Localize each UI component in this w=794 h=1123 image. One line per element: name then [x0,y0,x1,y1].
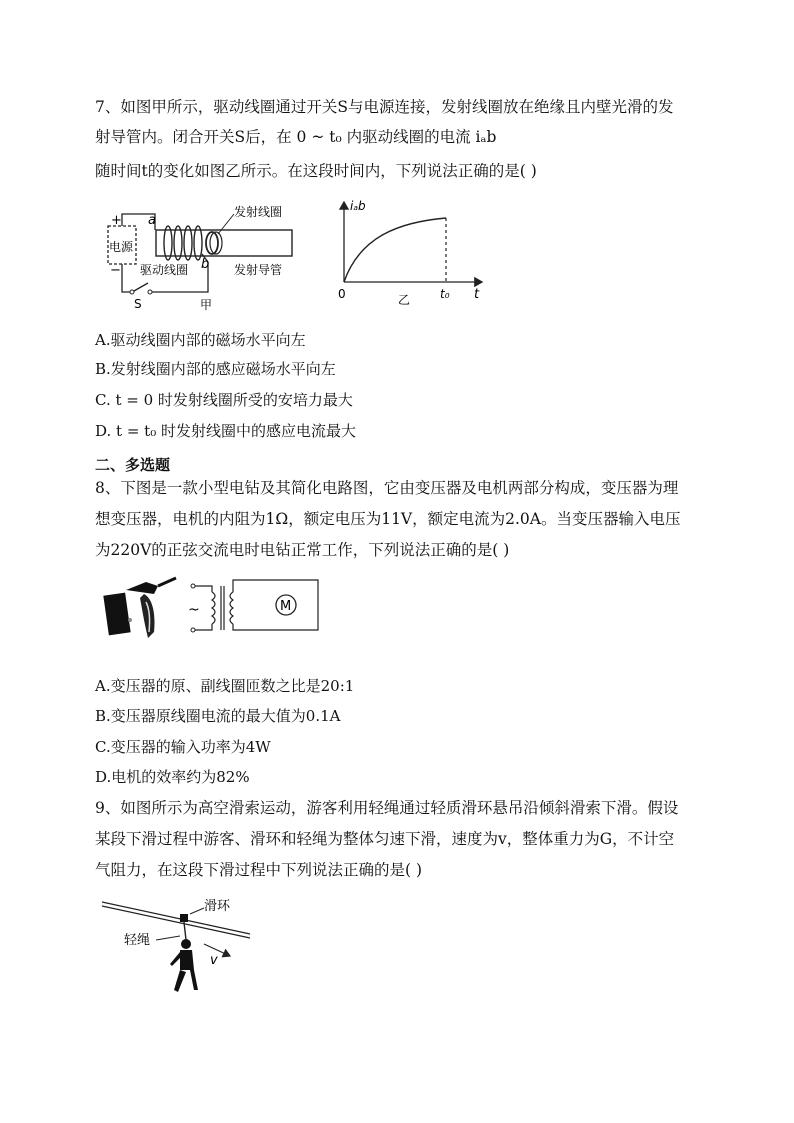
q7-option-b: B.发射线圈内部的感应磁场水平向左 [95,360,336,378]
q8-option-c: C.变压器的输入功率为4W [95,738,271,756]
q9-text-line-2: 某段下滑过程中游客、滑环和轻绳为整体匀速下滑，速度为v，整体重力为G，不计空 [95,830,675,848]
q7-figure-jia [100,196,300,311]
power-plus: + [111,213,122,228]
drive-coil [164,226,202,260]
switch-label: S [134,297,142,311]
q9-text-line-3: 气阻力，在这段下滑过程中下列说法正确的是( ) [95,861,423,879]
q8-text-line-1: 8、下图是一款小型电钻及其简化电路图，它由变压器及电机两部分构成，变压器为理 [95,479,679,497]
x-axis-label: t [474,287,480,302]
q8-option-a: A.变压器的原、副线圈匝数之比是20:1 [95,677,355,695]
q8-text-line-3: 为220V的正弦交流电时电钻正常工作，下列说法正确的是( ) [95,541,510,559]
q7-text-line-2: 射导管内。闭合开关S后，在 0 ~ t₀ 内驱动线圈的电流 iₐb [95,128,497,146]
caption-yi: 乙 [398,293,411,307]
ac-source-symbol: ~ [188,602,200,618]
origin-label: 0 [338,287,346,301]
launch-tube [156,230,292,256]
q9-figure [100,892,260,1002]
q8-text-line-2: 想变压器，电机的内阻为1Ω，额定电压为11V，额定电流为2.0A。当变压器输入电压 [95,510,681,528]
q9-text-line-1: 9、如图所示为高空滑索运动，游客利用轻绳通过轻质滑环悬吊沿倾斜滑索下滑。假设 [95,799,679,817]
t0-label: t₀ [440,287,450,301]
tourist-figure [170,939,198,992]
primary-coil [212,592,215,624]
q8-figure [100,572,330,644]
slide-ring [180,914,188,922]
q8-option-b: B.变压器原线圈电流的最大值为0.1A [95,707,341,725]
launch-coil-label: 发射线圈 [234,205,283,219]
q7-text-line-1: 7、如图甲所示，驱动线圈通过开关S与电源连接，发射线圈放在绝缘且内壁光滑的发 [95,98,674,116]
q7-option-c: C. t = 0 时发射线圈所受的安培力最大 [95,391,353,409]
drill-image [103,578,176,638]
q8-option-d: D.电机的效率约为82% [95,768,250,786]
motor-label: M [280,599,292,614]
q7-option-a: A.驱动线圈内部的磁场水平向左 [95,331,306,349]
current-curve [344,218,446,282]
caption-jia: 甲 [200,298,213,311]
q7-option-d: D. t = t₀ 时发射线圈中的感应电流最大 [95,422,356,440]
secondary-coil [230,592,233,624]
q7-figure-yi [330,196,490,311]
drive-coil-label: 驱动线圈 [140,263,189,277]
tube-label: 发射导管 [234,263,283,277]
velocity-label: v [210,953,218,968]
y-axis-label: iₐb [350,199,366,213]
label-b: b [201,257,210,272]
q7-text-line-3: 随时间t的变化如图乙所示。在这段时间内，下列说法正确的是( ) [95,162,537,180]
power-label: 电源 [109,240,134,254]
power-minus: − [110,263,121,278]
label-a: a [148,213,156,228]
ring-label: 滑环 [204,899,231,914]
rope-label: 轻绳 [124,933,151,948]
section-title-multi: 二、多选题 [95,456,171,474]
